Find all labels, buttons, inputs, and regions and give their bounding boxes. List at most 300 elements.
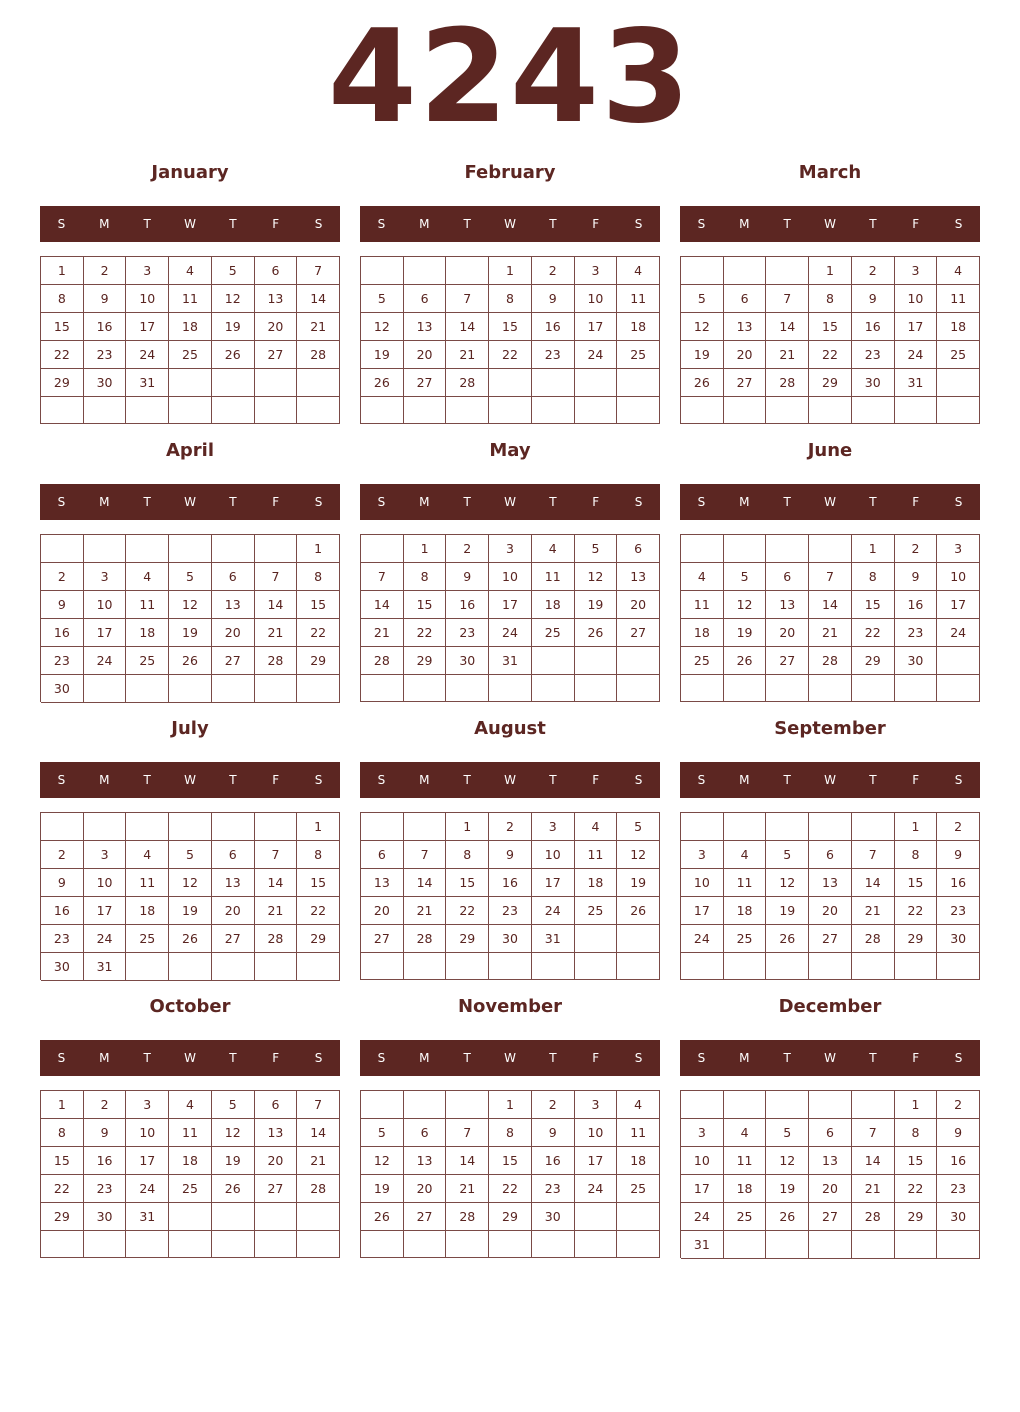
day-cell: 24: [937, 619, 980, 647]
empty-cell: [489, 953, 532, 980]
empty-cell: [852, 1091, 895, 1119]
day-cell: 14: [255, 591, 298, 619]
day-cell: 5: [169, 841, 212, 869]
weekday-header: [680, 762, 980, 798]
empty-cell: [126, 535, 169, 563]
day-cell: 16: [937, 1147, 980, 1175]
day-cell: 11: [575, 841, 618, 869]
empty-cell: [766, 813, 809, 841]
empty-cell: [255, 1231, 298, 1258]
empty-cell: [937, 953, 980, 980]
weekday-label: W: [184, 773, 196, 787]
empty-cell: [255, 397, 298, 424]
weekday-label: S: [377, 217, 386, 231]
day-cell: 14: [404, 869, 447, 897]
empty-cell: [575, 369, 618, 397]
day-cell: 3: [937, 535, 980, 563]
empty-cell: [297, 675, 340, 703]
day-cell: 3: [532, 813, 575, 841]
weekday-label: M: [739, 773, 750, 787]
day-cell: 21: [255, 619, 298, 647]
empty-cell: [169, 1203, 212, 1231]
weekday-label: W: [504, 495, 516, 509]
day-cell: 9: [41, 591, 84, 619]
empty-cell: [212, 369, 255, 397]
empty-cell: [84, 397, 127, 424]
day-cell: 28: [446, 1203, 489, 1231]
day-cell: 10: [937, 563, 980, 591]
day-cell: 24: [575, 341, 618, 369]
weekday-label: T: [549, 773, 557, 787]
weekday-header: [40, 484, 340, 520]
empty-cell: [169, 369, 212, 397]
day-cell: 14: [809, 591, 852, 619]
day-cell: 25: [724, 1203, 767, 1231]
day-cell: 13: [809, 869, 852, 897]
day-cell: 18: [617, 313, 660, 341]
day-cell: 22: [809, 341, 852, 369]
day-cell: 18: [937, 313, 980, 341]
day-cell: 11: [724, 869, 767, 897]
day-cell: 6: [361, 841, 404, 869]
day-cell: 12: [766, 869, 809, 897]
empty-cell: [361, 397, 404, 424]
day-cell: 7: [297, 257, 340, 285]
day-cell: 15: [895, 1147, 938, 1175]
empty-cell: [617, 647, 660, 675]
empty-cell: [532, 647, 575, 675]
empty-cell: [724, 953, 767, 980]
empty-cell: [446, 1091, 489, 1119]
day-cell: 24: [126, 341, 169, 369]
day-cell: 15: [446, 869, 489, 897]
day-cell: 6: [255, 1091, 298, 1119]
day-cell: 19: [766, 897, 809, 925]
day-cell: 19: [766, 1175, 809, 1203]
empty-cell: [617, 369, 660, 397]
day-cell: 19: [575, 591, 618, 619]
day-cell: 22: [489, 341, 532, 369]
day-cell: 27: [809, 1203, 852, 1231]
day-cell: 21: [297, 1147, 340, 1175]
day-cell: 25: [575, 897, 618, 925]
day-cell: 23: [937, 897, 980, 925]
weekday-header: [360, 1040, 660, 1076]
day-cell: 14: [297, 1119, 340, 1147]
weekday-label: T: [869, 217, 877, 231]
empty-cell: [169, 535, 212, 563]
day-cell: 15: [297, 591, 340, 619]
day-cell: 9: [84, 285, 127, 313]
empty-cell: [361, 1231, 404, 1258]
empty-cell: [255, 675, 298, 703]
day-cell: 10: [575, 285, 618, 313]
day-grid: [360, 1090, 660, 1258]
day-cell: 26: [212, 341, 255, 369]
month-title: September: [774, 718, 886, 739]
day-cell: 25: [126, 647, 169, 675]
weekday-header: [680, 206, 980, 242]
day-cell: 29: [809, 369, 852, 397]
day-cell: 27: [766, 647, 809, 675]
day-cell: 16: [895, 591, 938, 619]
day-cell: 28: [361, 647, 404, 675]
day-cell: 15: [489, 1147, 532, 1175]
day-cell: 7: [852, 1119, 895, 1147]
day-cell: 4: [126, 563, 169, 591]
weekday-label: M: [739, 1051, 750, 1065]
day-cell: 26: [169, 647, 212, 675]
day-cell: 11: [681, 591, 724, 619]
day-cell: 11: [724, 1147, 767, 1175]
empty-cell: [681, 675, 724, 702]
day-cell: 30: [532, 1203, 575, 1231]
month-title: December: [778, 996, 882, 1017]
day-cell: 26: [766, 1203, 809, 1231]
day-cell: 3: [84, 841, 127, 869]
day-cell: 28: [255, 647, 298, 675]
empty-cell: [126, 813, 169, 841]
day-cell: 7: [297, 1091, 340, 1119]
empty-cell: [126, 397, 169, 424]
day-cell: 2: [84, 1091, 127, 1119]
day-cell: 2: [532, 1091, 575, 1119]
weekday-header: [360, 484, 660, 520]
empty-cell: [617, 397, 660, 424]
day-cell: 13: [404, 1147, 447, 1175]
day-cell: 14: [297, 285, 340, 313]
day-cell: 4: [617, 257, 660, 285]
empty-cell: [724, 257, 767, 285]
day-cell: 9: [937, 841, 980, 869]
day-cell: 16: [41, 619, 84, 647]
day-cell: 23: [532, 341, 575, 369]
day-cell: 18: [617, 1147, 660, 1175]
day-cell: 21: [766, 341, 809, 369]
day-cell: 9: [532, 285, 575, 313]
weekday-label: S: [634, 773, 643, 787]
day-cell: 26: [681, 369, 724, 397]
empty-cell: [575, 953, 618, 980]
weekday-label: S: [954, 217, 963, 231]
empty-cell: [809, 397, 852, 424]
day-cell: 27: [809, 925, 852, 953]
day-cell: 23: [895, 619, 938, 647]
weekday-label: M: [99, 217, 110, 231]
weekday-label: T: [229, 1051, 237, 1065]
day-cell: 20: [809, 897, 852, 925]
day-cell: 12: [212, 285, 255, 313]
weekday-label: M: [739, 495, 750, 509]
weekday-label: W: [824, 773, 836, 787]
empty-cell: [41, 1231, 84, 1258]
empty-cell: [41, 813, 84, 841]
empty-cell: [575, 647, 618, 675]
weekday-label: T: [783, 773, 791, 787]
empty-cell: [852, 397, 895, 424]
weekday-header: [360, 206, 660, 242]
day-cell: 12: [766, 1147, 809, 1175]
empty-cell: [809, 1091, 852, 1119]
day-cell: 5: [617, 813, 660, 841]
day-cell: 10: [84, 591, 127, 619]
weekday-label: W: [184, 217, 196, 231]
day-cell: 8: [297, 841, 340, 869]
empty-cell: [404, 813, 447, 841]
weekday-label: S: [697, 495, 706, 509]
empty-cell: [446, 953, 489, 980]
day-cell: 28: [297, 341, 340, 369]
weekday-label: S: [634, 217, 643, 231]
empty-cell: [297, 397, 340, 424]
day-cell: 21: [852, 1175, 895, 1203]
day-cell: 17: [937, 591, 980, 619]
day-cell: 18: [724, 1175, 767, 1203]
day-cell: 8: [446, 841, 489, 869]
day-cell: 19: [361, 341, 404, 369]
weekday-label: F: [912, 217, 920, 231]
day-cell: 25: [532, 619, 575, 647]
empty-cell: [297, 369, 340, 397]
day-cell: 28: [255, 925, 298, 953]
weekday-label: T: [783, 217, 791, 231]
day-cell: 4: [724, 841, 767, 869]
day-cell: 24: [681, 925, 724, 953]
day-cell: 19: [724, 619, 767, 647]
day-cell: 16: [446, 591, 489, 619]
empty-cell: [766, 397, 809, 424]
day-cell: 14: [361, 591, 404, 619]
empty-cell: [255, 369, 298, 397]
empty-cell: [809, 1231, 852, 1259]
weekday-label: T: [463, 495, 471, 509]
day-cell: 2: [532, 257, 575, 285]
day-cell: 17: [84, 897, 127, 925]
day-cell: 25: [126, 925, 169, 953]
day-cell: 22: [895, 897, 938, 925]
empty-cell: [617, 1203, 660, 1231]
day-cell: 23: [446, 619, 489, 647]
empty-cell: [895, 397, 938, 424]
empty-cell: [255, 535, 298, 563]
day-cell: 26: [724, 647, 767, 675]
day-cell: 5: [766, 841, 809, 869]
day-grid: [360, 534, 660, 702]
day-cell: 13: [724, 313, 767, 341]
day-cell: 8: [41, 1119, 84, 1147]
day-cell: 26: [361, 369, 404, 397]
day-cell: 30: [895, 647, 938, 675]
empty-cell: [255, 953, 298, 981]
day-cell: 23: [937, 1175, 980, 1203]
day-cell: 9: [41, 869, 84, 897]
day-grid: [40, 1090, 340, 1258]
day-cell: 22: [852, 619, 895, 647]
day-cell: 22: [446, 897, 489, 925]
weekday-label: S: [954, 1051, 963, 1065]
day-cell: 26: [361, 1203, 404, 1231]
day-cell: 30: [446, 647, 489, 675]
day-cell: 29: [404, 647, 447, 675]
day-cell: 6: [617, 535, 660, 563]
empty-cell: [681, 257, 724, 285]
day-cell: 1: [41, 1091, 84, 1119]
day-cell: 8: [489, 285, 532, 313]
weekday-header: [40, 1040, 340, 1076]
month-title: May: [489, 440, 531, 461]
day-cell: 12: [169, 591, 212, 619]
day-cell: 13: [404, 313, 447, 341]
empty-cell: [895, 675, 938, 702]
day-cell: 26: [575, 619, 618, 647]
day-cell: 20: [255, 1147, 298, 1175]
weekday-label: T: [783, 495, 791, 509]
weekday-label: T: [463, 773, 471, 787]
empty-cell: [681, 535, 724, 563]
weekday-label: M: [419, 1051, 430, 1065]
day-cell: 16: [532, 313, 575, 341]
day-cell: 5: [575, 535, 618, 563]
day-cell: 3: [489, 535, 532, 563]
weekday-label: M: [99, 1051, 110, 1065]
day-cell: 26: [169, 925, 212, 953]
empty-cell: [41, 397, 84, 424]
empty-cell: [617, 925, 660, 953]
day-cell: 20: [724, 341, 767, 369]
day-cell: 1: [297, 535, 340, 563]
day-cell: 23: [41, 647, 84, 675]
empty-cell: [937, 647, 980, 675]
empty-cell: [724, 1231, 767, 1259]
day-cell: 5: [361, 285, 404, 313]
day-cell: 24: [489, 619, 532, 647]
day-cell: 2: [852, 257, 895, 285]
empty-cell: [852, 1231, 895, 1259]
empty-cell: [212, 675, 255, 703]
weekday-label: S: [57, 1051, 66, 1065]
day-cell: 30: [852, 369, 895, 397]
day-cell: 8: [809, 285, 852, 313]
weekday-label: S: [634, 1051, 643, 1065]
day-cell: 11: [126, 591, 169, 619]
day-cell: 15: [404, 591, 447, 619]
weekday-label: T: [549, 217, 557, 231]
day-cell: 4: [532, 535, 575, 563]
day-cell: 25: [681, 647, 724, 675]
day-cell: 20: [617, 591, 660, 619]
day-cell: 8: [41, 285, 84, 313]
day-cell: 17: [575, 1147, 618, 1175]
empty-cell: [404, 1231, 447, 1258]
empty-cell: [169, 813, 212, 841]
weekday-label: F: [592, 1051, 600, 1065]
day-cell: 17: [489, 591, 532, 619]
empty-cell: [297, 1231, 340, 1258]
day-cell: 16: [84, 1147, 127, 1175]
day-cell: 23: [852, 341, 895, 369]
day-cell: 16: [937, 869, 980, 897]
day-cell: 26: [617, 897, 660, 925]
empty-cell: [446, 397, 489, 424]
day-cell: 5: [212, 257, 255, 285]
weekday-label: S: [377, 1051, 386, 1065]
day-cell: 30: [937, 1203, 980, 1231]
day-cell: 19: [681, 341, 724, 369]
empty-cell: [852, 813, 895, 841]
empty-cell: [724, 1091, 767, 1119]
empty-cell: [489, 1231, 532, 1258]
day-cell: 6: [809, 1119, 852, 1147]
day-cell: 3: [575, 1091, 618, 1119]
day-cell: 23: [84, 1175, 127, 1203]
empty-cell: [489, 369, 532, 397]
day-cell: 22: [297, 619, 340, 647]
day-cell: 30: [41, 675, 84, 703]
day-cell: 13: [617, 563, 660, 591]
day-cell: 9: [446, 563, 489, 591]
day-cell: 22: [41, 341, 84, 369]
empty-cell: [169, 397, 212, 424]
day-grid: [680, 1090, 980, 1258]
day-cell: 20: [361, 897, 404, 925]
empty-cell: [84, 813, 127, 841]
day-cell: 10: [489, 563, 532, 591]
day-cell: 7: [809, 563, 852, 591]
day-cell: 15: [895, 869, 938, 897]
day-cell: 2: [41, 563, 84, 591]
empty-cell: [575, 1231, 618, 1258]
day-cell: 13: [809, 1147, 852, 1175]
day-cell: 21: [404, 897, 447, 925]
day-cell: 13: [255, 285, 298, 313]
day-grid: [680, 812, 980, 980]
day-cell: 27: [361, 925, 404, 953]
day-cell: 9: [489, 841, 532, 869]
day-cell: 1: [895, 813, 938, 841]
day-cell: 21: [809, 619, 852, 647]
day-cell: 4: [681, 563, 724, 591]
day-cell: 22: [489, 1175, 532, 1203]
weekday-label: F: [912, 773, 920, 787]
empty-cell: [809, 535, 852, 563]
empty-cell: [809, 953, 852, 980]
day-cell: 11: [937, 285, 980, 313]
weekday-label: S: [314, 773, 323, 787]
month-title: October: [149, 996, 231, 1017]
weekday-label: T: [143, 495, 151, 509]
day-cell: 6: [212, 841, 255, 869]
day-cell: 24: [84, 925, 127, 953]
empty-cell: [361, 953, 404, 980]
empty-cell: [724, 397, 767, 424]
day-cell: 29: [895, 925, 938, 953]
day-cell: 9: [937, 1119, 980, 1147]
day-cell: 1: [489, 1091, 532, 1119]
day-cell: 21: [297, 313, 340, 341]
day-cell: 22: [297, 897, 340, 925]
weekday-label: F: [272, 773, 280, 787]
day-cell: 27: [255, 341, 298, 369]
day-cell: 14: [852, 1147, 895, 1175]
day-cell: 16: [41, 897, 84, 925]
weekday-label: F: [912, 1051, 920, 1065]
day-cell: 18: [169, 313, 212, 341]
day-cell: 8: [489, 1119, 532, 1147]
weekday-label: F: [592, 773, 600, 787]
day-cell: 16: [852, 313, 895, 341]
empty-cell: [532, 953, 575, 980]
weekday-label: S: [697, 217, 706, 231]
